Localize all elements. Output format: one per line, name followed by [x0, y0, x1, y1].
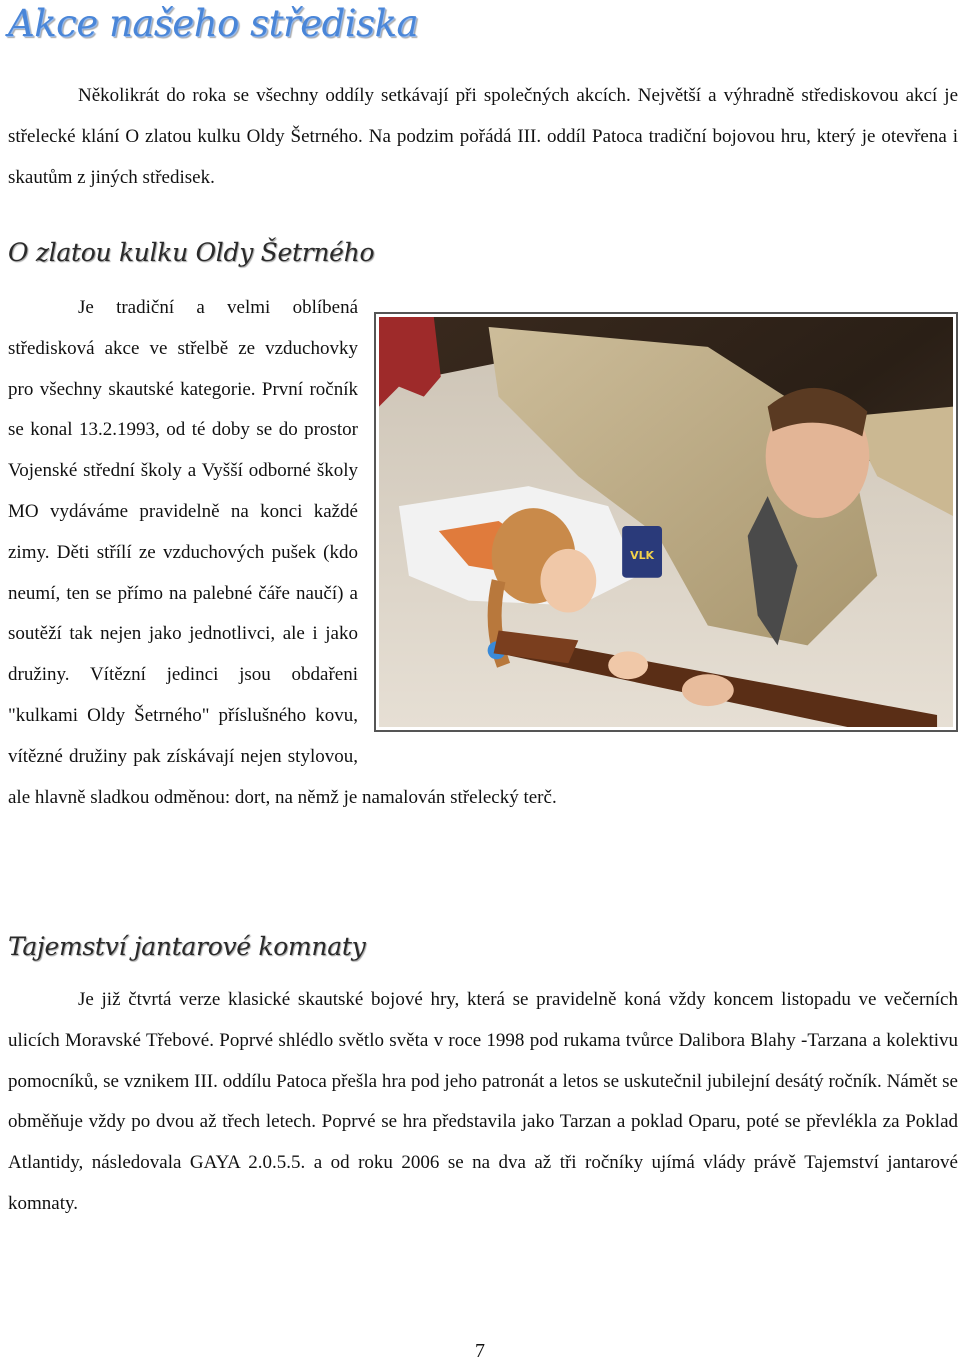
intro-paragraph: Několikrát do roka se všechny oddíly setkávají při společných akcích. Největší a výhradně střediskovou akcí je střelecké klání O zlatou kulku Oldy Šetrného. Na podzim pořádá III. oddíl Patoca tradiční bojovou hru, který je otevřena i skautům z jiných středisek. — [8, 85, 958, 188]
page-number: 7 — [475, 1340, 485, 1362]
section-zlata-kulka-text: Je tradiční a velmi oblíbená středisková akce ve střelbě ze vzduchovky pro všechny skautské kategorie. První ročník se konal 13.2.1993, od té doby se do prostor Vojenské střední školy a Vyšší odborné školy MO vydáváme pravidelně na konci každé zimy. Děti střílí ze vzduchových pušek (kdo neumí, ten se přímo na palebné čáře naučí) a soutěží tak nejen jako jednotlivci, ale i jako družiny. Vítězní jedinci jsou obdařeni "kulkami Oldy Šetrného" příslušného kovu, vítězné družiny pak získávají nejen stylovou, ale hlavně sladkou odměnou: dort, na němž je namalován střelecký terč. — [8, 297, 557, 808]
page-title: Akce našeho střediska — [8, 2, 419, 45]
vlk-badge-text: VLK — [630, 548, 655, 562]
shooting-photo-image — [379, 317, 953, 727]
shooting-photo — [374, 312, 958, 732]
section-zlata-kulka-body — [8, 288, 958, 818]
girl-hand — [608, 651, 648, 679]
girl-face — [540, 549, 596, 613]
section-heading-jantarova-komnata: Tajemství jantarové komnaty — [8, 932, 366, 961]
section-heading-zlata-kulka: O zlatou kulku Oldy Šetrného — [8, 238, 375, 267]
leader-hand — [682, 674, 734, 706]
section-jantarova-komnata-text: Je již čtvrtá verze klasické skautské bojové hry, která se pravidelně koná vždy koncem listopadu ve večerních ulicích Moravské Třebové. Poprvé shlédlo světlo světa v roce 1998 pod rukama tvůrce Dalibora Blahy -Tarzana a kolektivu pomocníků, se vznikem III. oddílu Patoca přešla hra pod jeho patronát a letos se uskutečnil jubilejní desátý ročník. Námět se obměňuje vždy po dvou až třech letech. Poprvé se hra představila jako Tarzan a poklad Oparu, poté se převlékla za Poklad Atlantidy, následovala GAYA 2.0.5.5. a od roku 2006 se na dva až tři ročníky ujímá vlády právě Tajemství jantarové komnaty. — [8, 989, 958, 1214]
